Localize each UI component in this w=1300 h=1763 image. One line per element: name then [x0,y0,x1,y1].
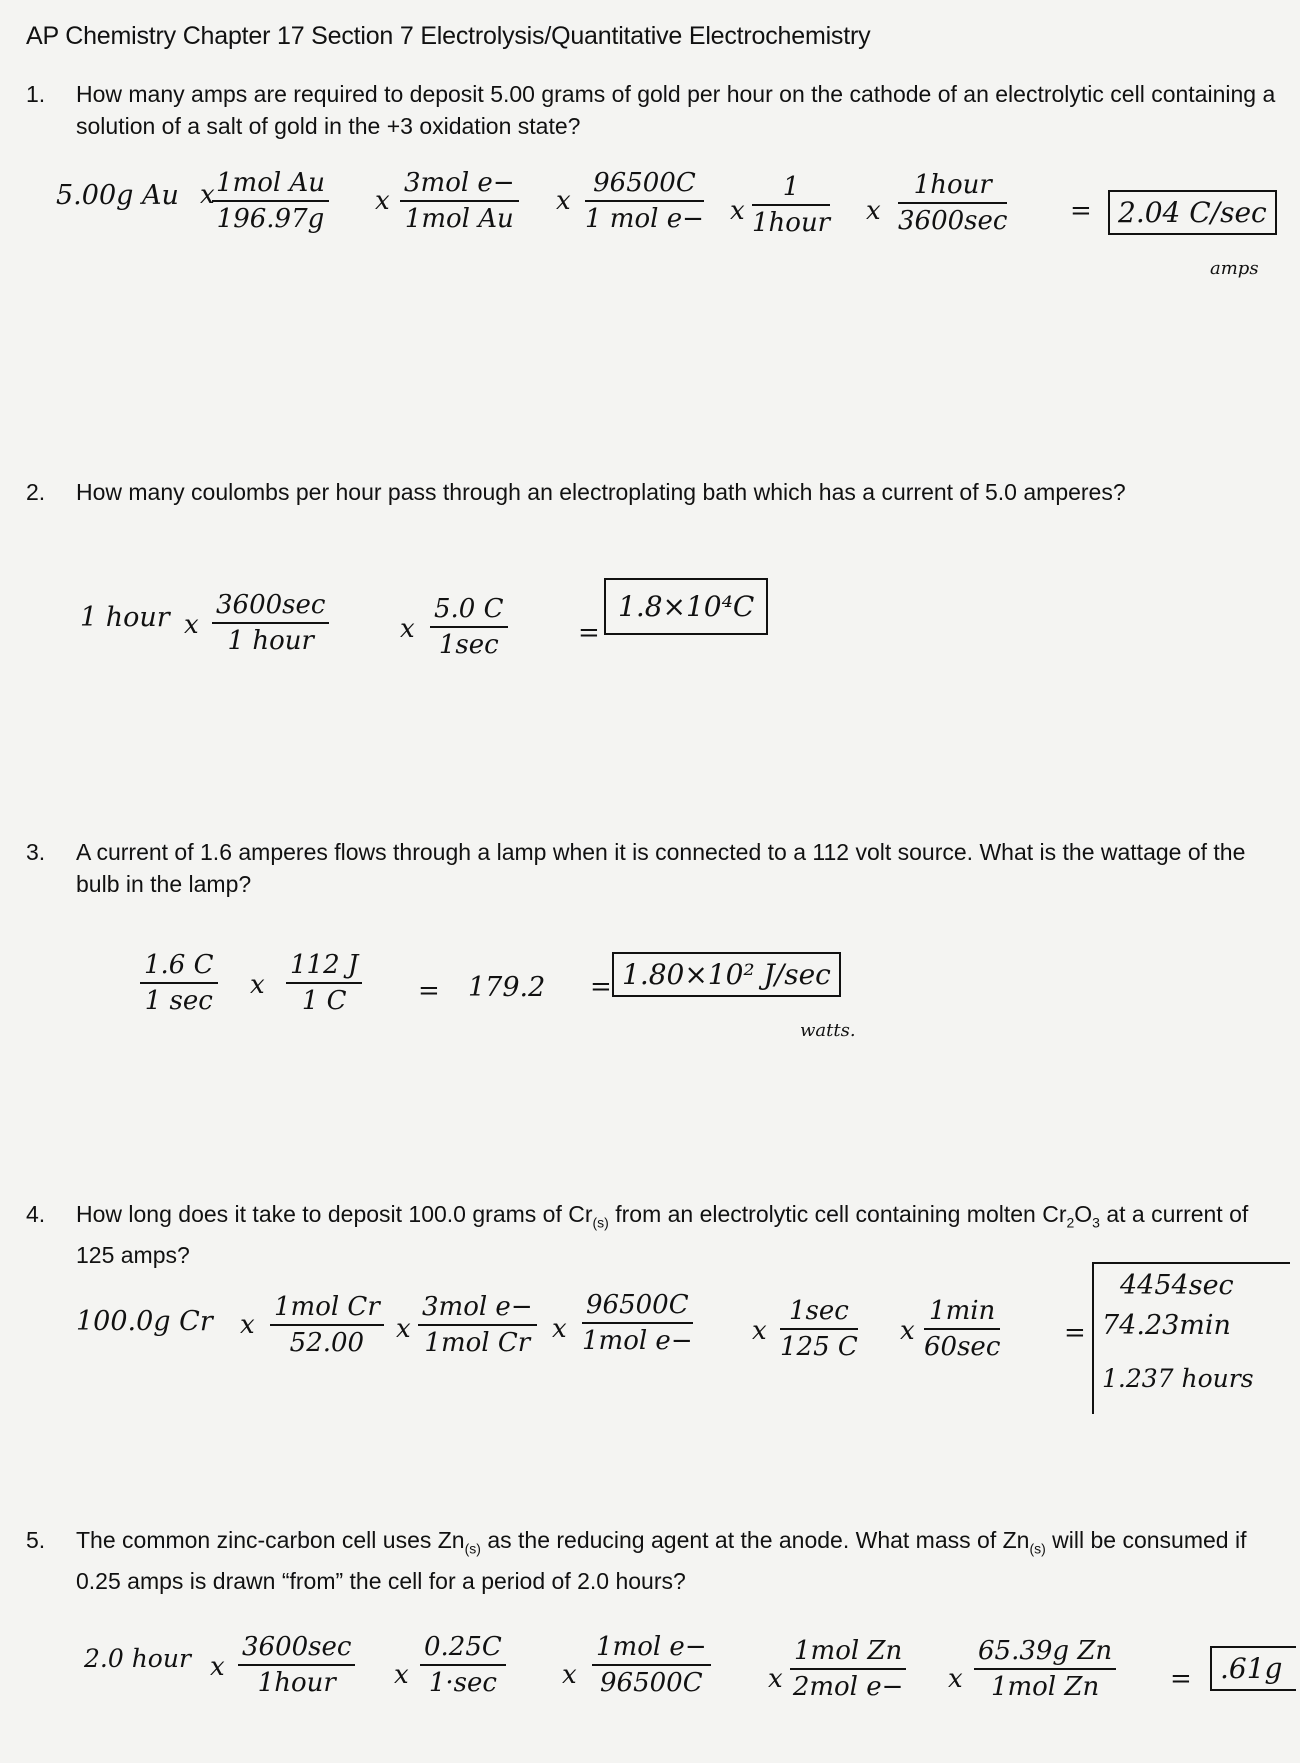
question-number: 4. [26,1201,46,1227]
text-part: will be consumed if 0.25 amps is drawn “from” the cell for a period of 2.0 hours? [76,1527,1247,1594]
times-sign: x [240,1310,255,1340]
conversion-factor [212,168,329,234]
question-1 [26,78,1276,148]
times-sign: x [900,1316,915,1346]
denominator: 1·sec [428,1668,497,1698]
conversion-factor [420,1632,506,1698]
question-3 [26,836,1276,906]
question-2 [26,476,1276,546]
answer-seconds: 4454sec [1120,1270,1234,1301]
denominator: 1mol Zn [990,1672,1100,1702]
times-sign: x [396,1314,411,1344]
answer-hours: 1.237 hours [1102,1364,1254,1393]
subscript: (s) [1029,1540,1046,1557]
question-number: 2. [26,479,46,505]
times-sign: x [394,1660,409,1690]
numerator: 1min [924,1296,1000,1330]
denominator: 196.97g [216,204,325,234]
conversion-factor [752,172,830,238]
denominator: 1mol e− [582,1326,693,1356]
intermediate-result: 179.2 [468,972,546,1003]
numerator: 0.25C [420,1632,506,1666]
question-number: 1. [26,81,46,107]
denominator: 1hour [257,1668,336,1698]
denominator: 1sec [438,630,499,660]
start-quantity: 1 hour [80,602,170,633]
numerator: 96500C [582,1290,693,1324]
denominator: 125 C [780,1332,858,1362]
times-sign: x [250,970,265,1000]
answer-box: 1.80×10² J/sec [612,952,841,997]
subscript: 2 [1066,1214,1075,1231]
question-text: How many amps are required to deposit 5.00 grams of gold per hour on the cathode of an electrolytic cell containing a solution of a salt of gold in the +3 oxidation state? [76,81,1276,139]
denominator: 3600sec [898,206,1008,236]
denominator: 1hour [752,208,831,238]
numerator: 96500C [585,168,704,202]
numerator: 1 [752,172,830,206]
conversion-factor [585,168,704,234]
subscript: (s) [464,1540,481,1557]
denominator: 1 C [301,986,347,1016]
denominator: 52.00 [289,1328,365,1358]
answer-box: 2.04 C/sec [1108,190,1277,235]
denominator: 1 mol e− [585,204,704,234]
times-sign: x [866,196,881,226]
denominator: 1mol Cr [424,1328,531,1358]
numerator: 65.39g Zn [974,1636,1116,1670]
conversion-factor [924,1296,1000,1362]
conversion-factor [430,594,508,660]
question-text [76,1198,1276,1271]
conversion-factor [286,950,362,1016]
times-sign: x [552,1314,567,1344]
equals-sign: = [418,976,440,1006]
numerator: 1mol Au [212,168,329,202]
equals-sign: = [590,972,612,1002]
text-part: as the reducing agent at the anode. What mass of Zn [480,1527,1030,1553]
numerator: 1mol e− [592,1632,711,1666]
times-sign: x [752,1316,767,1346]
start-quantity: 5.00g Au [56,180,179,211]
start-quantity: 2.0 hour [84,1644,191,1673]
question-text: How many coulombs per hour pass through an electroplating bath which has a current of 5.0 amperes? [76,479,1126,505]
times-sign: x [184,610,199,640]
question-number: 3. [26,839,46,865]
denominator: 1 sec [144,986,213,1016]
text-part: at a current of 125 amps? [76,1201,1249,1268]
conversion-factor [898,170,1007,236]
denominator: 2mol e− [792,1672,904,1702]
conversion-factor [418,1292,537,1358]
text-part: O [1074,1201,1093,1227]
question-text [76,1524,1276,1597]
numerator: 112 J [286,950,362,984]
conversion-factor [140,950,218,1016]
numerator: 5.0 C [430,594,508,628]
question-number: 5. [26,1527,46,1553]
times-sign: x [768,1664,783,1694]
numerator: 3600sec [212,590,329,624]
conversion-factor [400,168,519,234]
answer-box: 1.8×10⁴C [604,578,768,635]
equals-sign: = [578,618,600,648]
conversion-factor [212,590,329,656]
subscript: 3 [1092,1214,1100,1231]
question-5 [26,1524,1276,1594]
answer-minutes: 74.23min [1102,1310,1231,1341]
equals-sign: = [1170,1664,1192,1694]
numerator: 1mol Zn [790,1636,906,1670]
times-sign: x [556,186,571,216]
start-quantity: 100.0g Cr [76,1306,213,1337]
times-sign: x [210,1652,225,1682]
denominator: 1 hour [227,626,314,656]
equals-sign: = [1064,1318,1086,1348]
denominator: 1mol Au [404,204,514,234]
question-4 [26,1198,1276,1268]
answer-box: .61g [1210,1646,1296,1691]
conversion-factor [974,1636,1116,1702]
times-sign: x [400,614,415,644]
times-sign: x [730,196,745,226]
denominator: 60sec [924,1332,1001,1362]
numerator: 1mol Cr [270,1292,384,1326]
question-text: A current of 1.6 amperes flows through a lamp when it is connected to a 112 volt source. What is the wattage of the bulb in the lamp? [76,839,1246,897]
equals-sign: = [1070,196,1092,226]
unit-note: amps [1210,258,1259,279]
text-part: How long does it take to deposit 100.0 grams of Cr [76,1201,593,1227]
times-sign: x [562,1660,577,1690]
text-part: from an electrolytic cell containing molten Cr [608,1201,1067,1227]
text-part: The common zinc-carbon cell uses Zn [76,1527,465,1553]
conversion-factor [238,1632,355,1698]
numerator: 3mol e− [400,168,519,202]
conversion-factor [582,1290,693,1356]
numerator: 1hour [898,170,1007,204]
numerator: 1.6 C [140,950,218,984]
conversion-factor [592,1632,711,1698]
conversion-factor [780,1296,858,1362]
times-sign: x [948,1664,963,1694]
numerator: 1sec [780,1296,858,1330]
numerator: 3600sec [238,1632,355,1666]
times-sign: x [200,180,215,210]
conversion-factor [270,1292,384,1358]
unit-note: watts. [800,1020,856,1041]
numerator: 3mol e− [418,1292,537,1326]
answer-box [1092,1262,1290,1414]
denominator: 96500C [600,1668,703,1698]
conversion-factor [790,1636,906,1702]
page-title: AP Chemistry Chapter 17 Section 7 Electrolysis/Quantitative Electrochemistry [26,22,871,50]
times-sign: x [375,186,390,216]
subscript: (s) [592,1214,609,1231]
